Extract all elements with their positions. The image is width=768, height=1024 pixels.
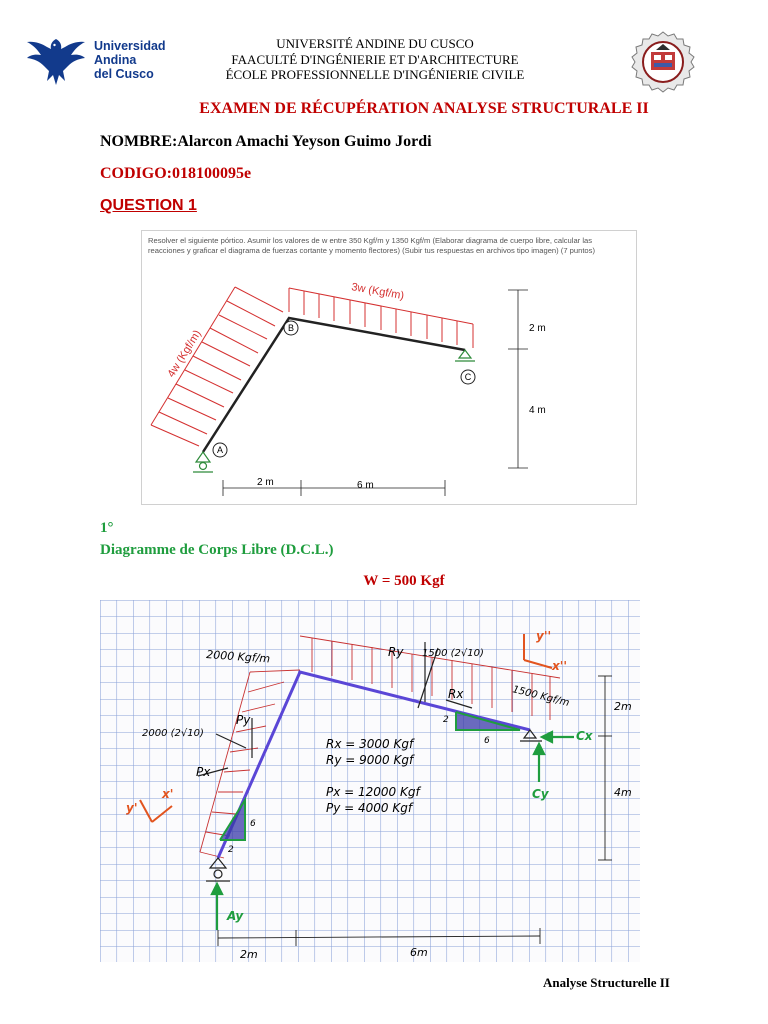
- university-logo: [25, 33, 175, 91]
- dim-2m-horizontal-hand: 2m: [240, 948, 258, 961]
- dim-4m-vertical-hand: 4m: [614, 786, 632, 799]
- student-code: CODIGO:018100095e: [100, 165, 252, 182]
- page-footer: Analyse Structurelle II: [543, 975, 670, 990]
- node-a-label: A: [216, 445, 224, 455]
- force-py-label: Py: [236, 713, 251, 727]
- load-top-label: 3w (Kgf/m): [350, 281, 405, 303]
- header-line-2: FAACULTÉ D'INGÉNIERIE ET D'ARCHITECTURE: [231, 51, 519, 67]
- step-number: 1°: [100, 520, 114, 536]
- triangle-right-base: 2: [443, 715, 449, 725]
- axis-x1-label: x': [162, 787, 174, 801]
- w-value: W = 500 Kgf: [363, 573, 445, 589]
- faculty-seal: [630, 30, 696, 94]
- condor-icon: [25, 33, 87, 89]
- triangle-left-base: 2: [228, 845, 234, 855]
- triangle-right-height: 6: [484, 736, 490, 746]
- logo-line-2: Andina: [94, 53, 137, 67]
- resultant-left-label: 2000 (2√10): [142, 728, 204, 739]
- step-title: Diagramme de Corps Libre (D.C.L.): [100, 542, 334, 558]
- seal-icon: [630, 30, 696, 94]
- dim-2m-vertical: 2 m: [529, 323, 546, 334]
- force-px-label: Px: [196, 765, 211, 779]
- equation-py: Py = 4000 Kgf: [326, 801, 413, 815]
- dim-4m-vertical: 4 m: [529, 405, 546, 416]
- load-right-magnitude: 1500 Kgf/m: [511, 684, 571, 709]
- dim-6m-horizontal: 6 m: [357, 480, 374, 491]
- header-line-3: ÉCOLE PROFESSIONNELLE D'INGÉNIERIE CIVILE: [225, 67, 525, 82]
- node-c-label: C: [464, 372, 472, 382]
- dim-2m-vertical-hand: 2m: [614, 700, 632, 713]
- free-body-diagram-photo: [100, 600, 640, 962]
- logo-line-3: del Cusco: [94, 67, 154, 81]
- reaction-cx: Cx: [576, 729, 593, 743]
- load-left-label: 4w (Kgf/m): [165, 328, 204, 380]
- question-label: QUESTION 1: [100, 197, 197, 214]
- institution-header: [190, 36, 560, 83]
- load-top-magnitude: 2000 Kgf/m: [205, 648, 271, 666]
- axis-y2-label: y'': [536, 629, 552, 643]
- equation-px: Px = 12000 Kgf: [326, 785, 420, 799]
- force-ry-label: Ry: [388, 645, 404, 659]
- node-b-label: B: [287, 323, 295, 333]
- equation-rx: Rx = 3000 Kgf: [326, 737, 414, 751]
- student-name: NOMBRE:Alarcon Amachi Yeyson Guimo Jordi: [100, 133, 432, 150]
- problem-diagram: [141, 230, 635, 503]
- logo-line-1: Universidad: [94, 39, 166, 53]
- axis-x2-label: x'': [552, 659, 568, 673]
- dim-6m-horizontal-hand: 6m: [410, 946, 428, 959]
- problem-statement: Resolver el siguiente pórtico. Asumir los valores de w entre 350 Kgf/m y 1350 Kgf/m (Elaborar diagrama de cuerpo libre, calcular las reacciones y graficar el diagrama de fuerzas cortante y momento flectores) (Subir tus respuestas en archivos tipo imagen) (7 puntos): [148, 236, 595, 255]
- dim-2m-horizontal: 2 m: [257, 477, 274, 488]
- axis-y1-label: y': [126, 801, 138, 815]
- triangle-left-height: 6: [250, 819, 256, 829]
- resultant-right-label: 1500 (2√10): [422, 648, 484, 659]
- reaction-ay: Ay: [227, 909, 244, 923]
- exam-title: EXAMEN DE RÉCUPÉRATION ANALYSE STRUCTURALE II: [199, 100, 649, 117]
- equation-ry: Ry = 9000 Kgf: [326, 753, 414, 767]
- force-rx-label: Rx: [448, 687, 464, 701]
- header-line-1: UNIVERSITÉ ANDINE DU CUSCO: [276, 36, 474, 51]
- reaction-cy: Cy: [532, 787, 549, 801]
